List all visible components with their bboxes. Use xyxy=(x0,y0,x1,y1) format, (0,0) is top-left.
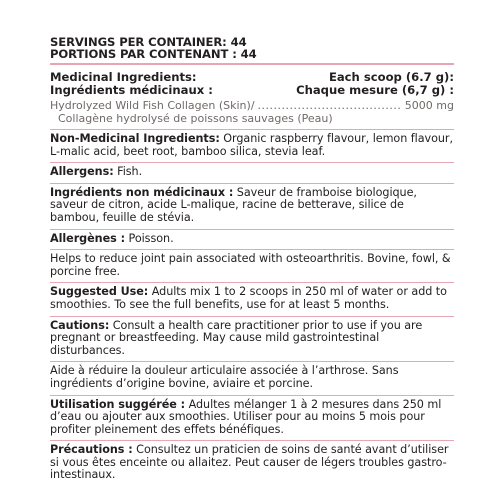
suggested-use-fr xyxy=(50,395,454,441)
divider xyxy=(50,63,454,65)
non-medicinal-en xyxy=(50,129,454,162)
medicinal-header xyxy=(50,71,454,96)
cautions-fr-text: Consultez un praticien de soins de santé avant d’utiliser si vous êtes enceinte ou allaitez. Peut causer de légers troubles gastro-intestinaux. xyxy=(50,443,449,482)
allergens-fr-text: Poisson. xyxy=(125,231,174,245)
ingredient-name: Hydrolyzed Wild Fish Collagen (Skin)/ xyxy=(50,99,255,112)
ingredient-amount: 5000 mg xyxy=(404,99,454,112)
servings-fr: PORTIONS PAR CONTENANT : 44 xyxy=(50,47,257,61)
suggested-use-en-label: Suggested Use: xyxy=(50,285,149,299)
ingredient-name-fr: Collagène hydrolysé de poissons sauvages (Peau) xyxy=(58,111,333,125)
cautions-en-text: Consult a health care practitioner prior to use if you are pregnant or breastfeeding. May cause mild gastrointestinal disturbances. xyxy=(50,318,423,357)
non-medicinal-fr-text: Saveur de framboise biologique, saveur de citron, acide L-malique, racine de betterave, silice de bambou, feuille de stévia. xyxy=(50,185,417,224)
allergens-en-label: Allergens: xyxy=(50,165,114,179)
cautions-fr-label: Précautions : xyxy=(50,443,133,457)
non-medicinal-en-label: Non-Medicinal Ingredients: xyxy=(50,132,220,145)
allergens-fr xyxy=(50,229,454,250)
suggested-use-fr-text: Adultes mélanger 1 à 2 mesures dans 250 ml d’eau ou ajouter aux smoothies. Utiliser pour au moins 5 mois pour profiter pleinement des effets bénéfiques. xyxy=(50,397,442,436)
cautions-fr xyxy=(50,440,454,486)
non-medicinal-fr-label: Ingrédients non médicinaux : xyxy=(50,185,234,199)
scoop-size xyxy=(296,71,454,96)
scoop-size-en: Each scoop (6.7 g): xyxy=(328,70,454,84)
cautions-en-label: Cautions: xyxy=(50,318,110,332)
servings-en: SERVINGS PER CONTAINER: 44 xyxy=(50,35,247,49)
supplement-facts-label xyxy=(50,36,454,486)
dot-leader xyxy=(258,100,402,113)
medicinal-ingredient-row xyxy=(50,100,454,113)
allergens-fr-label: Allergènes : xyxy=(50,231,126,245)
scoop-size-fr: Chaque mesure (6,7 g) : xyxy=(296,82,454,97)
non-medicinal-en-text: Organic raspberry flavour, lemon flavour, L-malic acid, beet root, bamboo silica, stevia leaf. xyxy=(50,132,453,158)
claim-en: Helps to reduce joint pain associated with osteoarthritis. Bovine, fowl, & porcine free. xyxy=(50,249,454,282)
allergens-en xyxy=(50,162,454,183)
cautions-en xyxy=(50,316,454,362)
suggested-use-en-text: Adults mix 1 to 2 scoops in 250 ml of water or add to smoothies. To see the full benefits, use for at least 5 months. xyxy=(50,285,447,311)
medicinal-label-fr: Ingrédients médicinaux : xyxy=(50,82,213,97)
non-medicinal-fr xyxy=(50,183,454,229)
medicinal-label-en: Medicinal Ingredients: xyxy=(50,70,197,84)
suggested-use-fr-label: Utilisation suggérée : xyxy=(50,397,186,411)
claim-fr: Aide à réduire la douleur articulaire associée à l’arthrose. Sans ingrédients d’origine bovine, aviaire et porcine. xyxy=(50,361,454,394)
servings-per-container xyxy=(50,36,454,60)
suggested-use-en xyxy=(50,282,454,315)
allergens-en-text: Fish. xyxy=(113,165,143,179)
medicinal-label xyxy=(50,71,213,96)
